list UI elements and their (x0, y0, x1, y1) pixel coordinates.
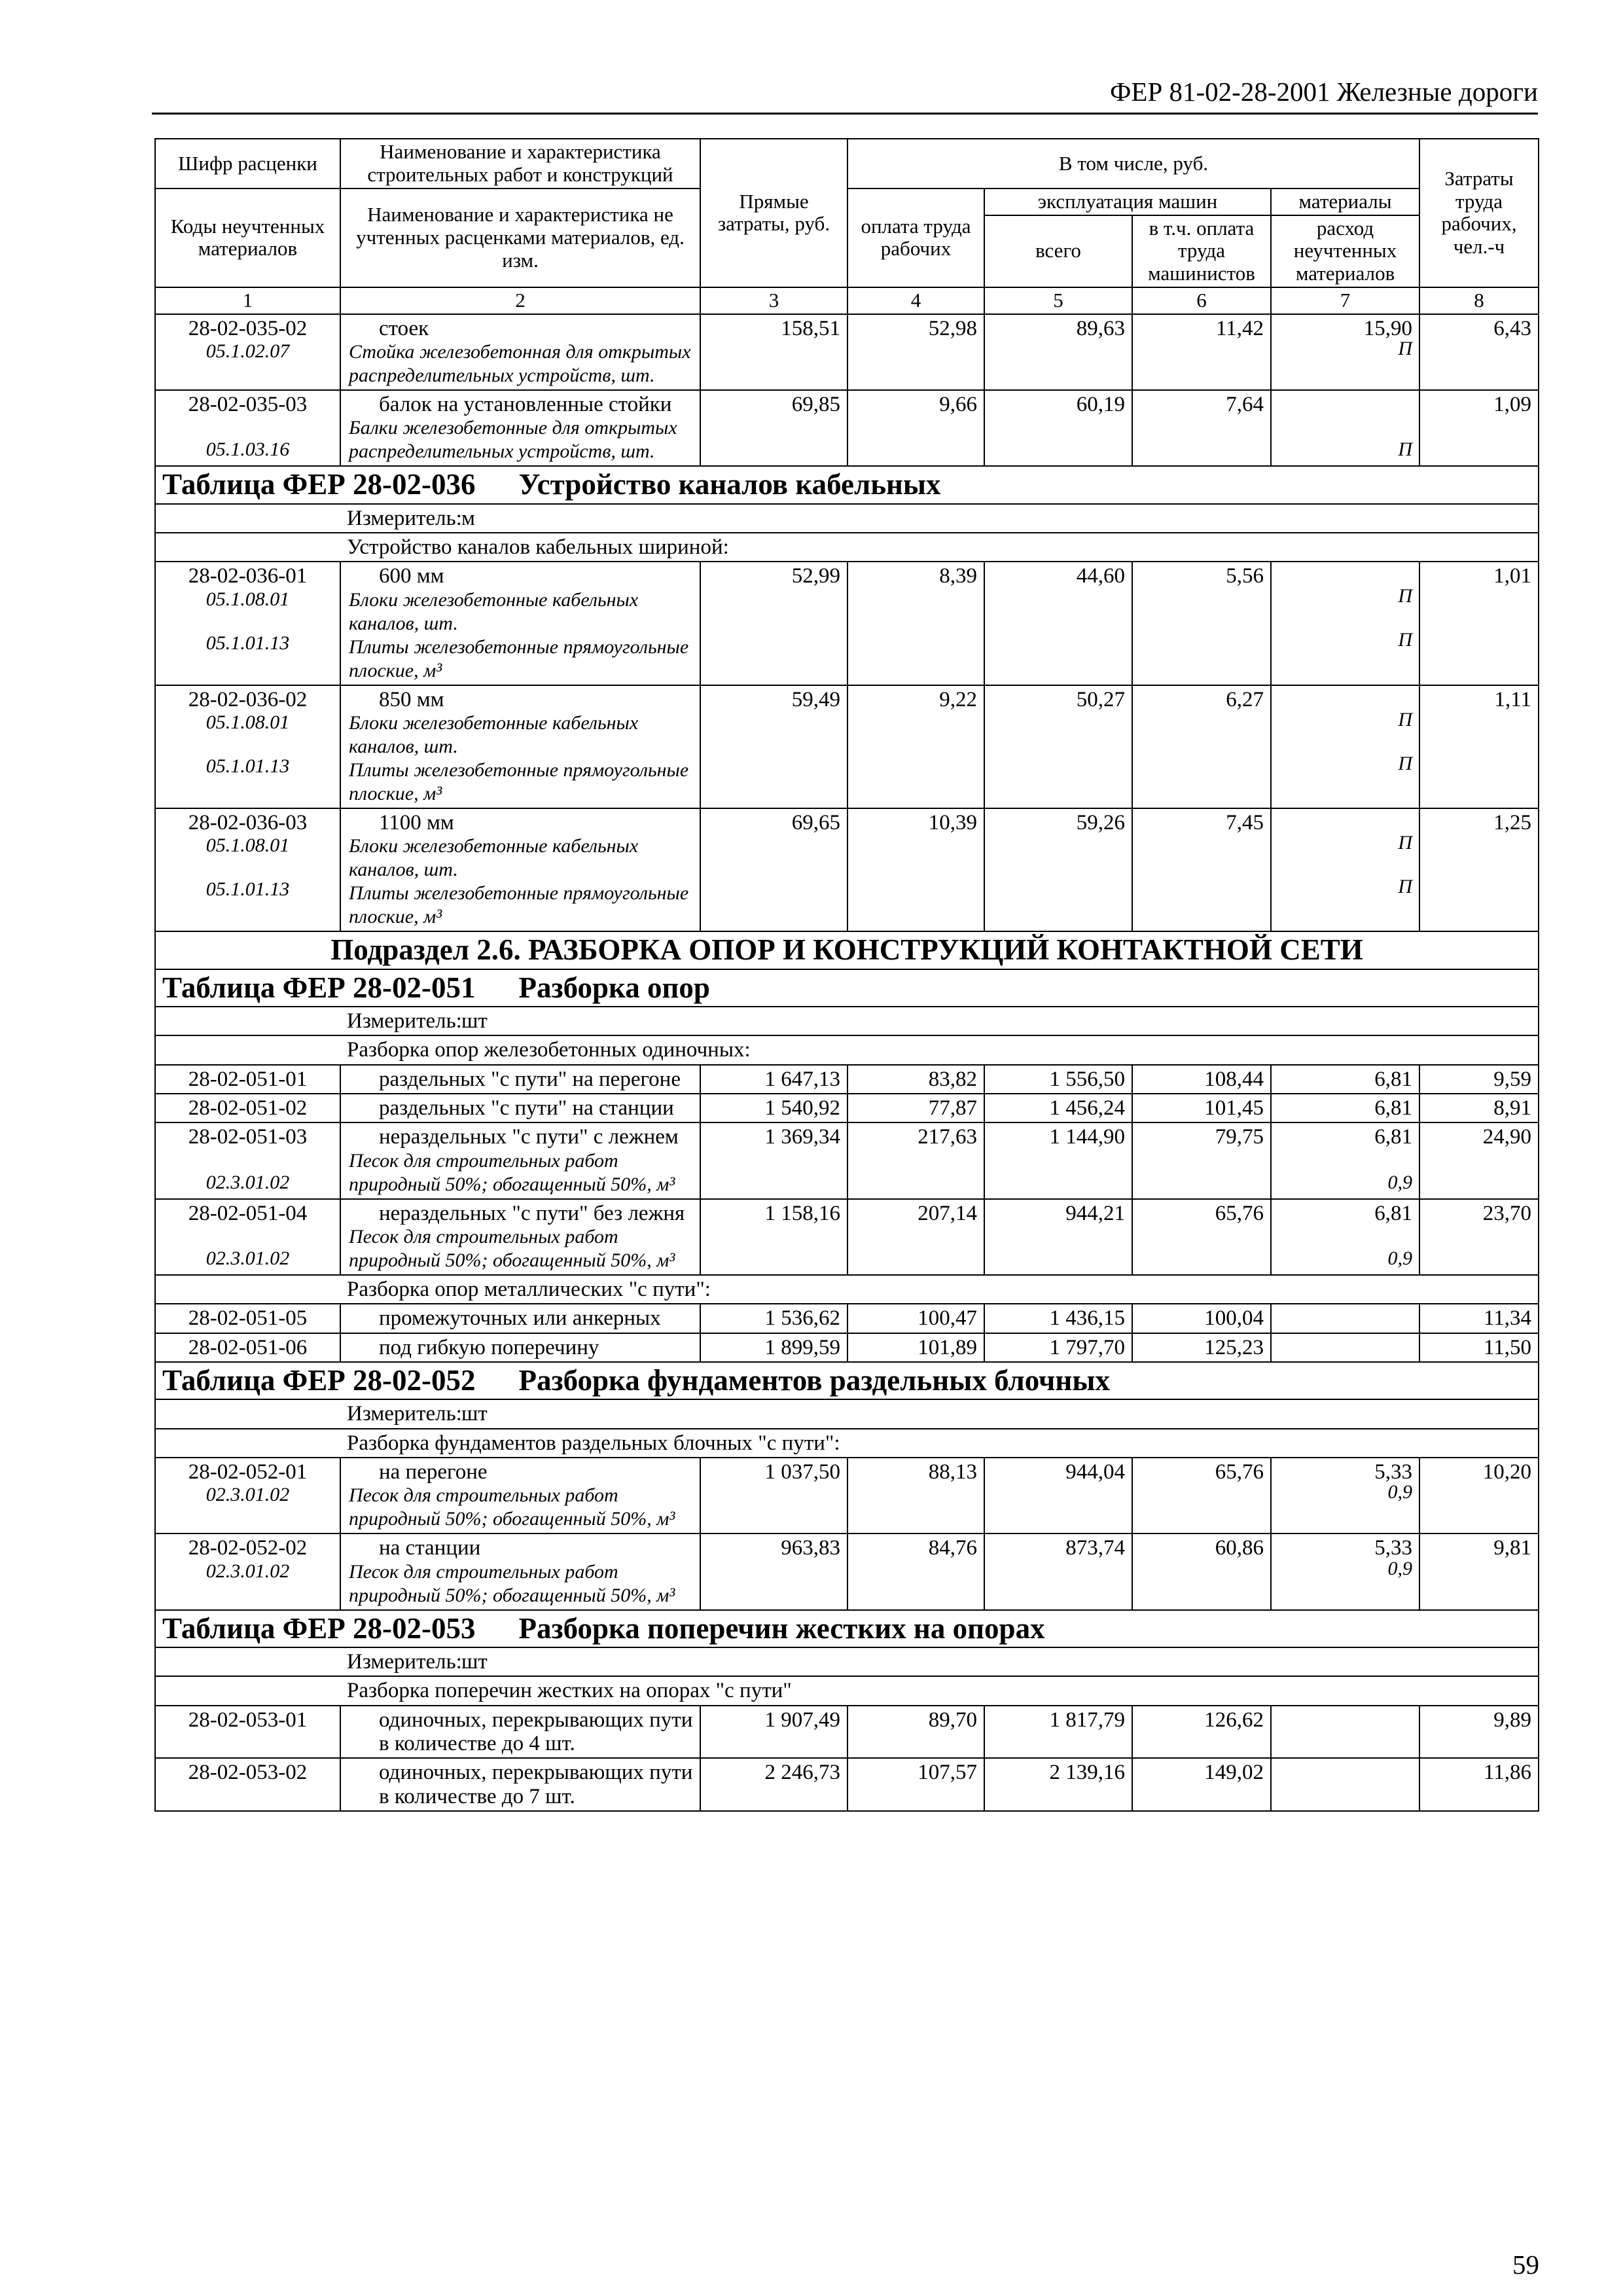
machinists-pay: 7,45 (1132, 808, 1271, 931)
col-total-header: всего (984, 215, 1132, 287)
rate-code: 28-02-051-02 (188, 1096, 308, 1121)
materials-cost (1278, 564, 1412, 588)
group-row (155, 1429, 1539, 1458)
rate-name-cell (340, 390, 700, 466)
machinists-pay: 126,62 (1132, 1706, 1271, 1759)
rate-code: 28-02-053-01 (188, 1708, 308, 1732)
machines-total: 2 139,16 (984, 1758, 1132, 1811)
material-mark: 0,9 (1387, 1557, 1413, 1579)
rate-name-cell (340, 1758, 700, 1811)
machines-total: 1 456,24 (984, 1094, 1132, 1122)
labor-pay: 8,39 (847, 562, 984, 685)
material-code: 05.1.01.13 (205, 755, 290, 777)
rate-code: 28-02-035-03 (188, 392, 308, 416)
material-name: Песок для строительных работ природный 50%; обогащенный 50%, м³ (349, 1149, 675, 1195)
material-name: Блоки железобетонные кабельных каналов, шт. (349, 835, 639, 881)
material-mark: 0,9 (1387, 1247, 1413, 1269)
rate-name: 850 мм (379, 687, 444, 711)
labor-pay: 84,76 (847, 1534, 984, 1609)
rate-code: 28-02-036-02 (188, 687, 308, 711)
labor-hours: 8,91 (1419, 1094, 1539, 1122)
materials-cost: 5,33 (1374, 1460, 1413, 1484)
col-num-6: 6 (1132, 287, 1271, 314)
material-name: Плиты железобетонные прямоугольные плоские, м³ (349, 636, 689, 681)
labor-hours: 1,25 (1419, 808, 1539, 931)
group-label: Разборка опор железобетонных одиночных: (340, 1035, 1539, 1064)
material-mark: 0,9 (1387, 1481, 1413, 1503)
materials-cost: 6,81 (1374, 1125, 1413, 1149)
material-mark: П (1398, 831, 1413, 853)
labor-hours: 24,90 (1419, 1122, 1539, 1198)
rate-name-cell (340, 1065, 700, 1094)
rate-code: 28-02-051-05 (188, 1306, 308, 1331)
rate-name: нераздельных "с пути" с лежнем (379, 1125, 679, 1149)
materials-cell (1271, 1333, 1419, 1362)
rate-row (155, 1706, 1539, 1759)
rate-code-cell (155, 1122, 340, 1198)
table-number: Таблица ФЕР 28-02-053 (162, 1611, 476, 1645)
rate-code-cell (155, 1304, 340, 1333)
material-code: 05.1.08.01 (205, 711, 290, 733)
rate-code-cell (155, 808, 340, 931)
direct-cost: 1 540,92 (700, 1094, 847, 1122)
rate-name-cell (340, 1122, 700, 1198)
table-title-row (155, 1362, 1539, 1400)
materials-cell (1271, 390, 1419, 466)
labor-hours: 10,20 (1419, 1458, 1539, 1534)
machinists-pay: 65,76 (1132, 1199, 1271, 1275)
material-name: Песок для строительных работ природный 50%; обогащенный 50%, м³ (349, 1484, 675, 1530)
col-num-7: 7 (1271, 287, 1419, 314)
machines-total: 50,27 (984, 685, 1132, 808)
unit-value: шт (461, 1009, 488, 1033)
blank-cell (155, 1399, 340, 1428)
material-code: 02.3.01.02 (205, 1247, 290, 1269)
machinists-pay: 7,64 (1132, 390, 1271, 466)
group-label: Разборка опор металлических "с пути": (340, 1275, 1539, 1304)
group-row (155, 533, 1539, 562)
rate-row (155, 1458, 1539, 1534)
direct-cost: 69,85 (700, 390, 847, 466)
rate-row (155, 1122, 1539, 1198)
labor-hours: 9,59 (1419, 1065, 1539, 1094)
rate-code: 28-02-036-03 (188, 810, 308, 834)
machines-total: 89,63 (984, 314, 1132, 390)
material-code: 02.3.01.02 (205, 1171, 290, 1193)
rate-code-cell (155, 562, 340, 685)
materials-cell (1271, 1706, 1419, 1759)
rate-row (155, 1094, 1539, 1122)
rate-row (155, 685, 1539, 808)
materials-cost (1278, 688, 1412, 711)
material-name: Песок для строительных работ природный 50%; обогащенный 50%, м³ (349, 1225, 675, 1271)
rate-name-cell (340, 562, 700, 685)
direct-cost: 1 647,13 (700, 1065, 847, 1094)
materials-cost: 15,90 (1363, 316, 1413, 340)
labor-pay: 100,47 (847, 1304, 984, 1333)
material-code: 05.1.01.13 (205, 878, 290, 901)
rate-name: одиночных, перекрывающих пути в количестве до 4 шт. (379, 1708, 693, 1755)
unit-row (155, 1399, 1539, 1428)
materials-cost: 5,33 (1374, 1536, 1413, 1560)
labor-pay: 207,14 (847, 1199, 984, 1275)
rate-name: под гибкую поперечину (379, 1335, 599, 1359)
material-name: Блоки железобетонные кабельных каналов, шт. (349, 588, 639, 634)
labor-pay: 77,87 (847, 1094, 984, 1122)
unit-cell (340, 1647, 1539, 1676)
labor-pay: 101,89 (847, 1333, 984, 1362)
rate-name-cell (340, 808, 700, 931)
col-num-8: 8 (1419, 287, 1539, 314)
table-title-row (155, 466, 1539, 504)
table-name: Разборка опор (518, 971, 710, 1004)
col-labor-header: Затраты труда рабочих, чел.-ч (1419, 139, 1539, 287)
materials-cell (1271, 314, 1419, 390)
materials-cell (1271, 562, 1419, 685)
labor-hours: 1,01 (1419, 562, 1539, 685)
rate-name-cell (340, 1458, 700, 1534)
blank-cell (155, 1275, 340, 1304)
table-number: Таблица ФЕР 28-02-051 (162, 971, 476, 1004)
unit-cell (340, 504, 1539, 533)
col-num-5: 5 (984, 287, 1132, 314)
materials-cell (1271, 1534, 1419, 1609)
blank-cell (155, 1647, 340, 1676)
machinists-pay: 6,27 (1132, 685, 1271, 808)
table-number: Таблица ФЕР 28-02-036 (162, 468, 476, 501)
material-mark: П (1398, 438, 1413, 460)
direct-cost: 1 037,50 (700, 1458, 847, 1534)
rate-row (155, 1199, 1539, 1275)
machines-total: 60,19 (984, 390, 1132, 466)
material-code: 05.1.01.13 (205, 632, 290, 654)
labor-pay: 52,98 (847, 314, 984, 390)
rate-code: 28-02-036-01 (188, 564, 308, 588)
rate-name: балок на установленные стойки (379, 392, 672, 416)
labor-pay: 10,39 (847, 808, 984, 931)
machines-total: 1 556,50 (984, 1065, 1132, 1094)
rate-code-cell (155, 1458, 340, 1534)
material-name: Плиты железобетонные прямоугольные плоские, м³ (349, 759, 689, 804)
materials-cost: 6,81 (1374, 1096, 1413, 1121)
section-row (155, 931, 1539, 969)
machines-total: 44,60 (984, 562, 1132, 685)
col-machines-header: эксплуатация машин (984, 188, 1271, 215)
materials-cost (1278, 811, 1412, 834)
machinists-pay: 125,23 (1132, 1333, 1271, 1362)
rate-row (155, 1534, 1539, 1609)
unit-cell (340, 1007, 1539, 1035)
rate-code: 28-02-052-01 (188, 1460, 308, 1484)
rate-name: стоек (379, 316, 429, 340)
materials-cell (1271, 1304, 1419, 1333)
table-title (155, 969, 1539, 1007)
group-row (155, 1035, 1539, 1064)
material-mark: П (1398, 337, 1413, 359)
blank-cell (155, 1429, 340, 1458)
material-code: 05.1.08.01 (205, 834, 290, 857)
materials-cell (1271, 685, 1419, 808)
labor-pay: 88,13 (847, 1458, 984, 1534)
material-name: Стойка железобетонная для открытых распределительных устройств, шт. (349, 340, 691, 386)
material-code: 02.3.01.02 (205, 1484, 290, 1506)
col-num-4: 4 (847, 287, 984, 314)
rate-code: 28-02-051-04 (188, 1201, 308, 1225)
labor-pay: 217,63 (847, 1122, 984, 1198)
table-header (155, 139, 1539, 314)
material-name: Плиты железобетонные прямоугольные плоские, м³ (349, 882, 689, 928)
machinists-pay: 11,42 (1132, 314, 1271, 390)
rate-code: 28-02-053-02 (188, 1761, 308, 1785)
rate-code-cell (155, 1534, 340, 1609)
materials-cell (1271, 1199, 1419, 1275)
rate-name: 1100 мм (379, 810, 454, 834)
material-name: Песок для строительных работ природный 50%; обогащенный 50%, м³ (349, 1560, 675, 1606)
materials-cell (1271, 1458, 1419, 1534)
rate-name-cell (340, 314, 700, 390)
col-matuse-header: расход неучтенных материалов (1271, 215, 1419, 287)
group-row (155, 1676, 1539, 1705)
table-body (155, 314, 1539, 1811)
rate-row (155, 562, 1539, 685)
table-title-row (155, 969, 1539, 1007)
rate-code-cell (155, 390, 340, 466)
col-matnames-header: Наименование и характеристика не учтенных расценками материалов, ед. изм. (340, 188, 700, 287)
materials-cost (1278, 1761, 1412, 1784)
labor-hours: 11,34 (1419, 1304, 1539, 1333)
machinists-pay: 5,56 (1132, 562, 1271, 685)
machinists-pay: 79,75 (1132, 1122, 1271, 1198)
document-title: ФЕР 81-02-28-2001 Железные дороги (1110, 77, 1538, 107)
materials-cost: 6,81 (1374, 1201, 1413, 1225)
machinists-pay: 149,02 (1132, 1758, 1271, 1811)
unit-label: Измеритель: (347, 1402, 462, 1426)
table-title (155, 1610, 1539, 1648)
labor-pay: 83,82 (847, 1065, 984, 1094)
rate-name: 600 мм (379, 564, 444, 588)
material-code: 05.1.03.16 (205, 439, 290, 461)
blank-cell (155, 533, 340, 562)
material-mark: П (1398, 708, 1413, 730)
group-row (155, 1275, 1539, 1304)
page-number: 59 (1512, 2250, 1539, 2280)
rate-code-cell (155, 1065, 340, 1094)
unit-value: шт (461, 1402, 488, 1426)
table-title (155, 1362, 1539, 1400)
direct-cost: 1 907,49 (700, 1706, 847, 1759)
rate-name-cell (340, 685, 700, 808)
direct-cost: 963,83 (700, 1534, 847, 1609)
blank-cell (155, 1676, 340, 1705)
material-mark: П (1398, 629, 1413, 651)
table-name: Разборка поперечин жестких на опорах (518, 1611, 1045, 1645)
material-name: Блоки железобетонные кабельных каналов, шт. (349, 711, 639, 757)
labor-hours: 11,86 (1419, 1758, 1539, 1811)
col-direct-header: Прямые затраты, руб. (700, 139, 847, 287)
page-header (152, 73, 1538, 115)
materials-cost (1278, 1306, 1412, 1330)
rate-name: промежуточных или анкерных (379, 1306, 661, 1331)
table-title (155, 466, 1539, 504)
machines-total: 944,04 (984, 1458, 1132, 1534)
materials-cost (1278, 393, 1412, 416)
rate-code: 28-02-052-02 (188, 1536, 308, 1560)
machinists-pay: 65,76 (1132, 1458, 1271, 1534)
machines-total: 873,74 (984, 1534, 1132, 1609)
labor-hours: 9,89 (1419, 1706, 1539, 1759)
group-label: Разборка поперечин жестких на опорах "с пути" (340, 1676, 1539, 1705)
materials-cell (1271, 1065, 1419, 1094)
direct-cost: 52,99 (700, 562, 847, 685)
labor-hours: 23,70 (1419, 1199, 1539, 1275)
group-label: Разборка фундаментов раздельных блочных "с пути": (340, 1429, 1539, 1458)
rate-code: 28-02-051-03 (188, 1125, 308, 1149)
labor-pay: 9,66 (847, 390, 984, 466)
labor-hours: 1,11 (1419, 685, 1539, 808)
rate-row (155, 1065, 1539, 1094)
col-pay-header: оплата труда рабочих (847, 188, 984, 287)
table-number: Таблица ФЕР 28-02-052 (162, 1363, 476, 1397)
rate-code-cell (155, 1758, 340, 1811)
table-name: Разборка фундаментов раздельных блочных (518, 1363, 1110, 1397)
blank-cell (155, 1035, 340, 1064)
rate-code: 28-02-051-01 (188, 1067, 308, 1091)
materials-cell (1271, 808, 1419, 931)
machines-total: 1 817,79 (984, 1706, 1132, 1759)
rate-name-cell (340, 1304, 700, 1333)
materials-cost (1278, 1336, 1412, 1359)
group-label: Устройство каналов кабельных шириной: (340, 533, 1539, 562)
material-mark: П (1398, 752, 1413, 774)
direct-cost: 1 369,34 (700, 1122, 847, 1198)
unit-row (155, 1007, 1539, 1035)
col-num-1: 1 (155, 287, 340, 314)
direct-cost: 1 536,62 (700, 1304, 847, 1333)
rate-name-cell (340, 1199, 700, 1275)
direct-cost: 1 158,16 (700, 1199, 847, 1275)
rate-name-cell (340, 1333, 700, 1362)
unit-label: Измеритель: (347, 506, 462, 530)
unit-label: Измеритель: (347, 1009, 462, 1033)
col-name-header: Наименование и характеристика строительных работ и конструкций (340, 139, 700, 188)
materials-cost (1278, 1708, 1412, 1732)
col-num-2: 2 (340, 287, 700, 314)
rate-row (155, 1758, 1539, 1811)
rate-row (155, 1333, 1539, 1362)
labor-pay: 89,70 (847, 1706, 984, 1759)
col-inclpay-header: в т.ч. оплата труда машинистов (1132, 215, 1271, 287)
blank-cell (155, 1007, 340, 1035)
col-incl-header: В том числе, руб. (847, 139, 1419, 188)
machinists-pay: 60,86 (1132, 1534, 1271, 1609)
rate-code-cell (155, 1199, 340, 1275)
materials-cell (1271, 1122, 1419, 1198)
rate-name: раздельных "с пути" на перегоне (379, 1067, 681, 1091)
rates-table (154, 138, 1539, 1812)
rate-name-cell (340, 1706, 700, 1759)
rate-name: одиночных, перекрывающих пути в количестве до 7 шт. (379, 1761, 693, 1808)
rate-name: раздельных "с пути" на станции (379, 1096, 674, 1121)
machinists-pay: 108,44 (1132, 1065, 1271, 1094)
direct-cost: 2 246,73 (700, 1758, 847, 1811)
rate-row (155, 314, 1539, 390)
labor-hours: 9,81 (1419, 1534, 1539, 1609)
labor-hours: 6,43 (1419, 314, 1539, 390)
table-name: Устройство каналов кабельных (518, 468, 941, 501)
unit-row (155, 1647, 1539, 1676)
materials-cost: 6,81 (1374, 1067, 1413, 1091)
rate-row (155, 390, 1539, 466)
machinists-pay: 100,04 (1132, 1304, 1271, 1333)
material-code: 05.1.08.01 (205, 588, 290, 610)
rate-row (155, 1304, 1539, 1333)
material-mark: 0,9 (1387, 1171, 1413, 1193)
material-code: 05.1.02.07 (205, 340, 290, 362)
col-matcodes-header: Коды неучтенных материалов (155, 188, 340, 287)
materials-cell (1271, 1758, 1419, 1811)
labor-hours: 11,50 (1419, 1333, 1539, 1362)
rate-code-cell (155, 314, 340, 390)
machines-total: 59,26 (984, 808, 1132, 931)
rate-code-cell (155, 685, 340, 808)
unit-label: Измеритель: (347, 1650, 462, 1674)
machines-total: 944,21 (984, 1199, 1132, 1275)
unit-cell (340, 1399, 1539, 1428)
direct-cost: 59,49 (700, 685, 847, 808)
direct-cost: 69,65 (700, 808, 847, 931)
machines-total: 1 797,70 (984, 1333, 1132, 1362)
unit-row (155, 504, 1539, 533)
machinists-pay: 101,45 (1132, 1094, 1271, 1122)
labor-hours: 1,09 (1419, 390, 1539, 466)
col-code-header: Шифр расценки (155, 139, 340, 188)
direct-cost: 1 899,59 (700, 1333, 847, 1362)
unit-value: м (461, 506, 475, 530)
rate-code-cell (155, 1094, 340, 1122)
machines-total: 1 144,90 (984, 1122, 1132, 1198)
rate-name: на станции (379, 1536, 481, 1560)
col-materials-header: материалы (1271, 188, 1419, 215)
material-code: 02.3.01.02 (205, 1560, 290, 1582)
material-mark: П (1398, 585, 1413, 607)
rate-code-cell (155, 1333, 340, 1362)
machines-total: 1 436,15 (984, 1304, 1132, 1333)
materials-cell (1271, 1094, 1419, 1122)
unit-value: шт (461, 1650, 488, 1674)
material-mark: П (1398, 875, 1413, 897)
rate-row (155, 808, 1539, 931)
rate-name: на перегоне (379, 1460, 488, 1484)
table-title-row (155, 1610, 1539, 1648)
rate-name-cell (340, 1534, 700, 1609)
labor-pay: 9,22 (847, 685, 984, 808)
rate-name: нераздельных "с пути" без лежня (379, 1201, 685, 1225)
rate-name-cell (340, 1094, 700, 1122)
blank-cell (155, 504, 340, 533)
section-title: Подраздел 2.6. РАЗБОРКА ОПОР И КОНСТРУКЦИЙ КОНТАКТНОЙ СЕТИ (155, 931, 1539, 969)
rate-code-cell (155, 1706, 340, 1759)
rate-code: 28-02-035-02 (188, 316, 308, 340)
rate-code: 28-02-051-06 (188, 1335, 308, 1359)
direct-cost: 158,51 (700, 314, 847, 390)
col-num-3: 3 (700, 287, 847, 314)
labor-pay: 107,57 (847, 1758, 984, 1811)
material-name: Балки железобетонные для открытых распределительных устройств, шт. (349, 417, 677, 463)
